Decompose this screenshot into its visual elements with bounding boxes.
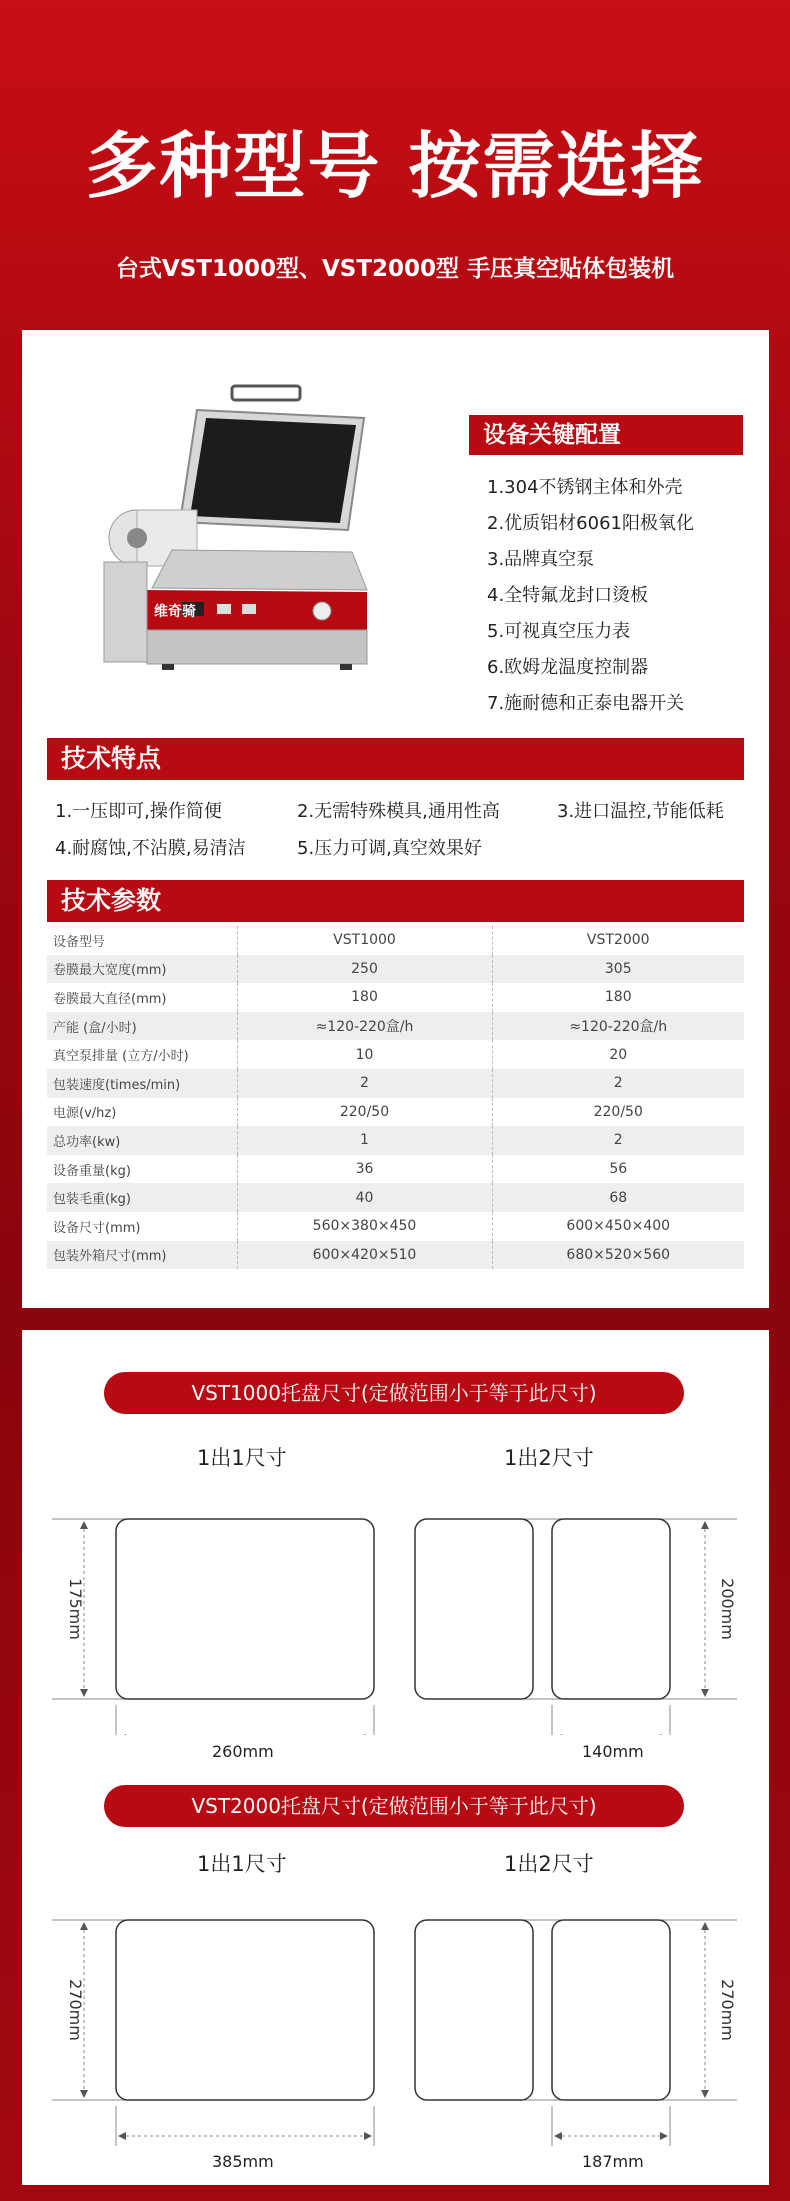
tray2-right-heading: 1出2尺寸 <box>504 1852 594 1876</box>
feature-item: 1.一压即可,操作简便 <box>55 801 222 822</box>
params-row <box>47 1126 744 1155</box>
feature-item: 4.耐腐蚀,不沾膜,易清洁 <box>55 838 246 859</box>
feature-item: 5.压力可调,真空效果好 <box>297 838 482 859</box>
params-cell-label: 卷膜最大直径(mm) <box>53 991 167 1007</box>
config-item: 3.品牌真空泵 <box>487 549 595 570</box>
machine-illustration <box>82 380 412 670</box>
tray-title-vst1000: VST1000托盘尺寸(定做范围小于等于此尺寸) <box>104 1372 684 1414</box>
tray1-left-width: 260mm <box>212 1742 274 1761</box>
params-cell-label: 产能 (盒/小时) <box>47 1012 237 1041</box>
tray1-right-heading: 1出2尺寸 <box>504 1446 594 1470</box>
params-cell-v1: 1 <box>237 1126 492 1155</box>
tray2-right-width: 187mm <box>582 2152 644 2171</box>
tray-diagram-vst2000 <box>22 1900 769 2150</box>
params-cell-label: 真空泵排量 (立方/小时) <box>53 1049 189 1065</box>
params-row <box>47 926 744 955</box>
tray-diagram-vst1000 <box>22 1485 769 1735</box>
params-cell-v1: 40 <box>237 1183 492 1212</box>
tray2-left-width: 385mm <box>212 2152 274 2171</box>
tray2-right-height: 270mm <box>718 1979 737 2041</box>
feature-item: 3.进口温控,节能低耗 <box>557 801 724 822</box>
params-row <box>47 1098 744 1127</box>
tray1-right-width: 140mm <box>582 1742 644 1761</box>
params-cell-v1: 220/50 <box>237 1098 492 1127</box>
config-item: 7.施耐德和正泰电器开关 <box>487 693 685 714</box>
tray2-left-height: 270mm <box>66 1979 85 2041</box>
subtitle: 台式VST1000型、VST2000型 手压真空贴体包装机 <box>115 256 675 282</box>
params-cell-v1: 560×380×450 <box>237 1212 492 1241</box>
headline: 多种型号 按需选择 <box>85 124 705 208</box>
params-cell-v2: 2 <box>492 1069 744 1098</box>
params-row <box>47 1155 744 1184</box>
config-item: 2.优质铝材6061阳极氧化 <box>487 513 694 534</box>
params-title: 技术参数 <box>47 880 744 922</box>
params-cell-label: 包装外箱尺寸(mm) <box>47 1241 237 1270</box>
params-cell-v1: VST1000 <box>237 926 492 955</box>
params-cell-v2: 180 <box>492 983 744 1012</box>
params-row <box>47 1040 744 1069</box>
params-cell-v2: 220/50 <box>492 1098 744 1127</box>
params-cell-v2: 20 <box>492 1040 744 1069</box>
tray1-left-heading: 1出1尺寸 <box>197 1446 287 1470</box>
params-cell-v2: VST2000 <box>492 926 744 955</box>
params-cell-v2: 600×450×400 <box>492 1212 744 1241</box>
config-title: 设备关键配置 <box>469 415 743 455</box>
params-cell-v2: 56 <box>492 1155 744 1184</box>
tray2-left-heading: 1出1尺寸 <box>197 1852 287 1876</box>
params-cell-v1: 36 <box>237 1155 492 1184</box>
params-cell-label: 电源(v/hz) <box>53 1106 117 1122</box>
config-item: 1.304不锈钢主体和外壳 <box>487 477 683 498</box>
tray1-right-height: 200mm <box>718 1578 737 1640</box>
params-cell-v1: 250 <box>237 955 492 984</box>
tray-card <box>22 1330 769 2185</box>
params-cell-v1: 2 <box>237 1069 492 1098</box>
params-row <box>47 1012 744 1041</box>
params-cell-v2: 68 <box>492 1183 744 1212</box>
config-item: 4.全特氟龙封口烫板 <box>487 585 649 606</box>
params-cell-label: 设备型号 <box>53 934 106 950</box>
config-item: 6.欧姆龙温度控制器 <box>487 657 649 678</box>
params-cell-v2: 305 <box>492 955 744 984</box>
params-cell-v1: 600×420×510 <box>237 1241 492 1270</box>
config-list <box>487 470 694 722</box>
params-row <box>47 1241 744 1270</box>
features-title: 技术特点 <box>47 738 744 780</box>
params-row <box>47 955 744 984</box>
params-cell-v1: 10 <box>237 1040 492 1069</box>
params-cell-label: 总功率(kw) <box>47 1126 237 1155</box>
feature-item: 2.无需特殊模具,通用性高 <box>297 801 500 822</box>
params-cell-label: 包装速度(times/min) <box>47 1069 237 1098</box>
params-cell-label: 设备重量(kg) <box>53 1163 131 1179</box>
tray-title-vst2000: VST2000托盘尺寸(定做范围小于等于此尺寸) <box>104 1785 684 1827</box>
params-cell-v1: ≈120-220盒/h <box>237 1012 492 1041</box>
params-cell-v2: ≈120-220盒/h <box>492 1012 744 1041</box>
params-cell-v2: 680×520×560 <box>492 1241 744 1270</box>
params-cell-v2: 2 <box>492 1126 744 1155</box>
config-item: 5.可视真空压力表 <box>487 621 631 642</box>
specs-card <box>22 330 769 1308</box>
params-row <box>47 1069 744 1098</box>
params-row <box>47 1183 744 1212</box>
params-table <box>47 926 744 1269</box>
params-row <box>47 1212 744 1241</box>
params-cell-label: 设备尺寸(mm) <box>53 1220 141 1236</box>
brand-label: 维奇骑 <box>154 604 196 620</box>
tray1-left-height: 175mm <box>66 1578 85 1640</box>
params-row <box>47 983 744 1012</box>
params-cell-label: 卷膜最大宽度(mm) <box>47 955 237 984</box>
params-cell-label: 包装毛重(kg) <box>47 1183 237 1212</box>
params-cell-v1: 180 <box>237 983 492 1012</box>
